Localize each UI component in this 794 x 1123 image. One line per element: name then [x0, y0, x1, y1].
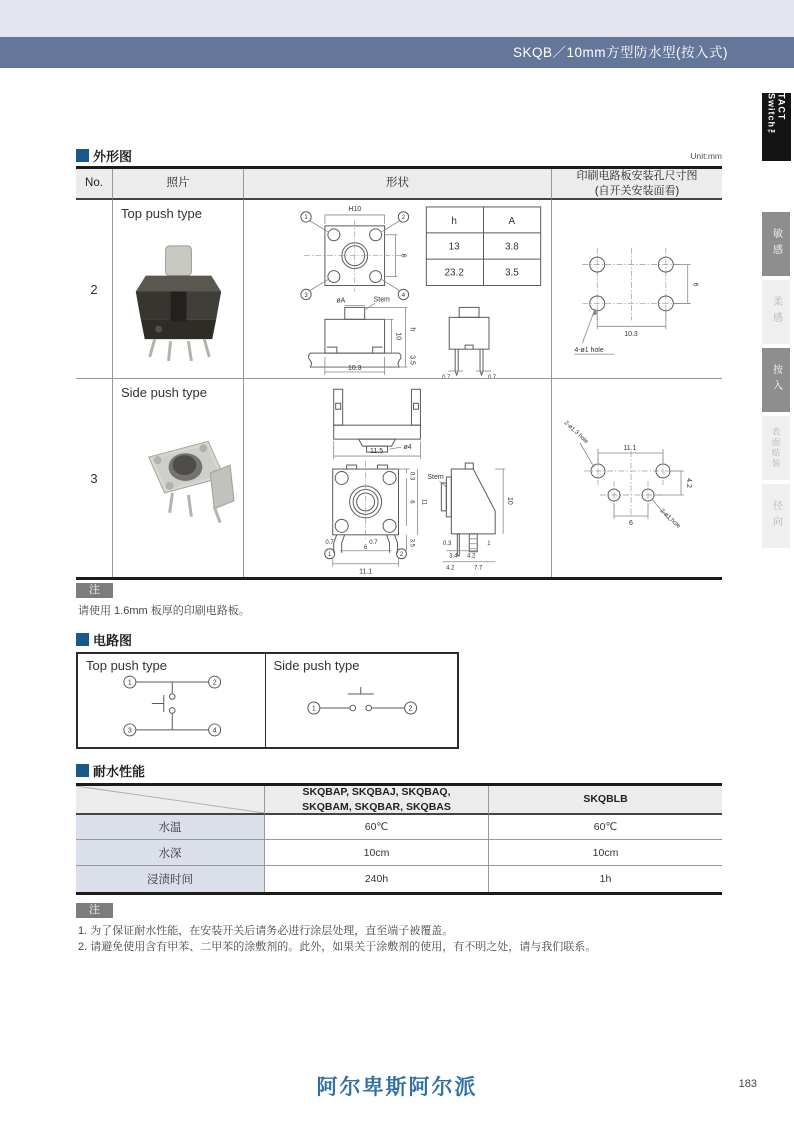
circuit-diagram-box: [76, 652, 459, 749]
row3-shape-cell: [244, 379, 552, 577]
water-table: [76, 783, 722, 895]
row3-pcb-holes: [552, 379, 722, 577]
pcb-hole-label: 4-ø1 hole: [574, 347, 604, 355]
pcb3-dim-6: 6: [629, 520, 633, 527]
page-title: SKQB／10mm方型防水型(按入式): [512, 45, 728, 60]
row2-pcb-holes: [552, 200, 722, 378]
pcb3-hole-13-label: 2-ø1.3 hole: [562, 420, 589, 446]
row2-drawings: [244, 200, 551, 378]
dim-h: h: [408, 327, 416, 332]
ha-header-h: h: [451, 215, 457, 227]
water-header-models-a: SKQBAP, SKQBAJ, SKQBAQ, SKQBAM, SKQBAR, SKQBAS: [265, 786, 489, 815]
col-header-shape: 形状: [244, 169, 552, 200]
circuit-side-label: Side push type: [273, 658, 360, 673]
top-push-switch-photo: [113, 200, 243, 378]
section-title-text: 耐水性能: [93, 764, 146, 779]
water-section-title: [76, 761, 145, 780]
row3-terminal-2: 2: [399, 552, 404, 559]
circuit-s-terminal-1: 1: [311, 705, 316, 713]
row2-type-label: Top push type: [121, 206, 202, 221]
terminal-1: 1: [304, 215, 308, 222]
pcb3-hole-1-label: 2-ø1 hole: [658, 508, 682, 530]
pcb-dim-10-3: 10.3: [624, 331, 638, 339]
tact-switch-tab[interactable]: [762, 93, 791, 161]
outline-table: [76, 166, 722, 580]
terminal-3: 3: [304, 292, 308, 299]
diagonal-line: [76, 786, 264, 813]
top-strip: [0, 0, 794, 37]
tab-label: 按入: [770, 364, 782, 396]
dim-1-side: 1: [487, 540, 491, 547]
dim-phi4: ø4: [403, 444, 412, 452]
note-badge-2: 注: [76, 903, 113, 918]
section-bullet-icon: [76, 764, 89, 777]
sidebar-tab-soft[interactable]: [762, 280, 790, 344]
section-title-text: 外形图: [93, 149, 133, 164]
row2-pcb-cell: [552, 200, 722, 379]
ha-23-2: 23.2: [444, 267, 464, 279]
ha-3-8: 3.8: [504, 241, 519, 253]
sidebar-tab-push[interactable]: [762, 348, 790, 412]
dim-11-5: 11.5: [370, 448, 384, 456]
terminal-2: 2: [401, 215, 406, 222]
row2-photo-cell: [113, 200, 244, 379]
tab-label: 敏感: [770, 228, 782, 260]
water-row-temp-v1: 60℃: [265, 815, 489, 840]
sidebar-tab-tactile[interactable]: [762, 212, 790, 276]
header-bar: [0, 37, 794, 68]
row3-pcb-cell: [552, 379, 722, 577]
circuit-terminal-4: 4: [212, 727, 217, 735]
tab-label: 径向: [770, 500, 782, 532]
sidebar-tab-smd[interactable]: [762, 416, 790, 480]
dim-0-7-b: 0.7: [369, 539, 378, 546]
row3-type-label: Side push type: [121, 385, 208, 400]
row3-photo-cell: [113, 379, 244, 577]
water-row-time-v2: 1h: [489, 866, 722, 892]
dim-4-2-a: 4.2: [467, 553, 476, 560]
unit-label: Unit:mm: [690, 151, 722, 161]
circuit-top-push: [78, 654, 266, 747]
circuit-terminal-3: 3: [127, 727, 132, 735]
pcb3-dim-4-2: 4.2: [685, 478, 692, 488]
dim-6: 6: [399, 253, 407, 258]
pcb3-dim-11-1: 11.1: [623, 445, 637, 452]
dim-3-5: 3.5: [408, 355, 416, 365]
dim-6-right: 6: [408, 500, 415, 504]
circuit-s-terminal-2: 2: [408, 705, 413, 713]
pcb-thickness-note: 请使用 1.6mm 板厚的印刷电路板。: [78, 605, 250, 617]
col-header-photo: 照片: [113, 169, 244, 200]
alps-alpine-logo: 阿尔卑斯阿尔派: [316, 1076, 478, 1099]
row3-stem-label: Stem: [427, 473, 444, 481]
dim-7-7: 7.7: [474, 565, 483, 572]
section-title-text: 电路图: [93, 633, 133, 648]
water-row-depth-v1: 10cm: [265, 840, 489, 866]
dim-10-side: 10: [506, 497, 514, 505]
dim-4-2-b: 4.2: [446, 565, 455, 572]
ha-3-5: 3.5: [504, 267, 519, 279]
dim-phiA: øA: [336, 297, 346, 305]
water-row-time-v1: 240h: [265, 866, 489, 892]
note-badge: 注: [76, 583, 113, 598]
water-row-time-label: 浸渍时间: [76, 866, 265, 892]
col-header-pcb: 印刷电路板安装孔尺寸图 (自开关安装面看): [552, 169, 722, 200]
sidebar-tab-radial[interactable]: [762, 484, 790, 548]
tab-label: 柔感: [770, 296, 782, 328]
circuit-terminal-1: 1: [127, 679, 132, 687]
col-header-no: No.: [76, 169, 113, 200]
dim-0-7-a: 0.7: [325, 539, 334, 546]
side-push-circuit: [266, 654, 458, 747]
dim-6-bottom: 6: [363, 544, 368, 551]
top-push-circuit: [78, 654, 265, 747]
row2-shape-cell: [244, 200, 552, 379]
water-note-2: 2. 请避免使用含有甲苯、二甲苯的涂敷剂的。此外，如果关于涂敷剂的使用，有不明之处，请与我们联系。: [78, 941, 597, 953]
section-bullet-icon: [76, 633, 89, 646]
water-header-diagonal: [76, 786, 265, 815]
water-header-models-b: SKQBLB: [489, 786, 722, 815]
row2-no: 2: [76, 200, 113, 379]
water-row-depth-label: 水深: [76, 840, 265, 866]
dim-3-4: 3.4: [449, 553, 458, 560]
circuit-section-title: [76, 630, 132, 649]
tact-switch-label: TACT Switch™: [766, 93, 787, 140]
dim-pin-07-right: 0.7: [487, 374, 497, 378]
dim-0-3-side: 0.3: [443, 540, 452, 547]
circuit-side-push: [266, 654, 458, 747]
dim-11-1: 11.1: [359, 568, 373, 576]
dim-11-right: 11: [420, 498, 427, 506]
dim-3-5-right: 3.5: [408, 538, 415, 547]
pcb-dim-6: 6: [691, 282, 699, 287]
dim-10-3: 10.3: [347, 365, 362, 373]
circuit-top-label: Top push type: [86, 658, 167, 673]
tab-label: 表面贴装: [771, 427, 781, 469]
page-number: 183: [738, 1078, 757, 1090]
water-row-temp-label: 水温: [76, 815, 265, 840]
row3-terminal-1: 1: [328, 552, 332, 559]
circuit-terminal-2: 2: [212, 679, 217, 687]
side-push-switch-photo: [113, 379, 243, 577]
dim-10: 10: [394, 332, 402, 341]
dim-pin-07-left: 0.7: [442, 374, 451, 378]
row3-drawings: [244, 379, 551, 577]
dim-h10: H10: [348, 205, 362, 213]
row3-no: 3: [76, 379, 113, 577]
water-row-depth-v2: 10cm: [489, 840, 722, 866]
stem-label: Stem: [373, 296, 390, 304]
water-note-1: 1. 为了保证耐水性能，在安装开关后请务必进行涂层处理，直至端子被覆盖。: [78, 925, 454, 937]
water-row-temp-v2: 60℃: [489, 815, 722, 840]
terminal-4: 4: [401, 292, 406, 299]
ha-header-a: A: [508, 215, 516, 227]
ha-13: 13: [448, 241, 460, 253]
dim-0-3: 0.3: [408, 471, 415, 481]
